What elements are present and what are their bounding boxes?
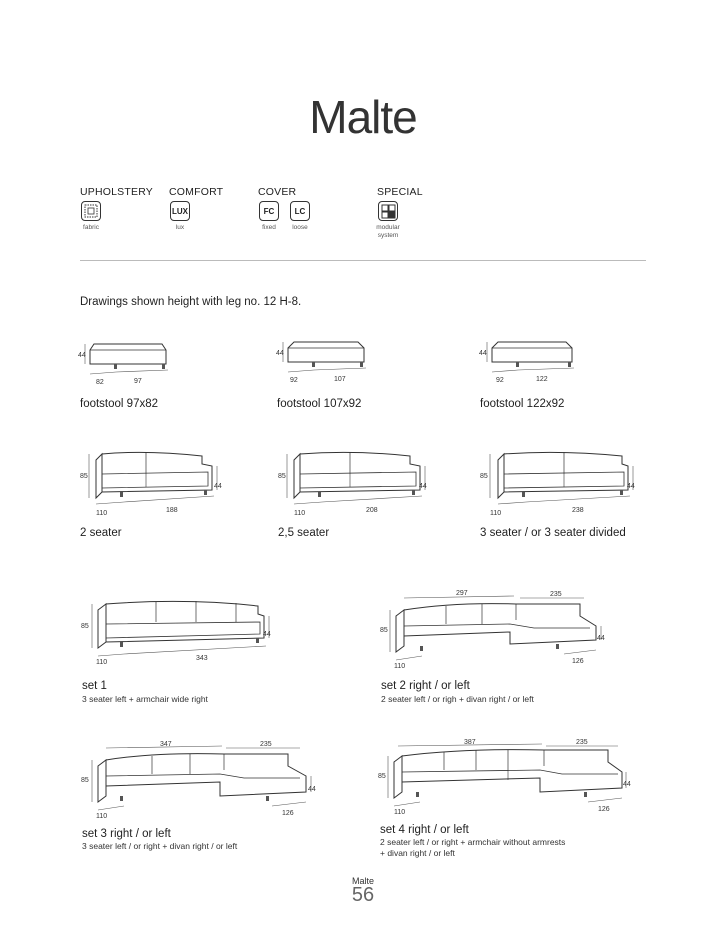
two-seater-drawing — [76, 446, 226, 520]
set2-d: 110 — [394, 663, 406, 670]
s3-h2: 44 — [627, 483, 635, 490]
set1-h: 85 — [81, 623, 89, 630]
footer-name: Malte — [351, 876, 374, 886]
set2-caption: set 2 right / or left — [381, 680, 470, 692]
lux-caption: lux — [175, 224, 185, 231]
set4-h: 85 — [378, 773, 386, 780]
s25-h2: 44 — [419, 483, 427, 490]
special-heading: SPECIAL — [377, 186, 423, 198]
set4-h2: 44 — [623, 781, 631, 788]
fabric-icon — [81, 201, 101, 221]
fabric-caption: fabric — [83, 224, 99, 231]
fs3-d: 92 — [496, 377, 504, 384]
s25-h: 85 — [278, 473, 286, 480]
set3-w1: 347 — [160, 741, 172, 748]
set2-subcaption: 2 seater left / or righ + divan right / or left — [381, 694, 534, 704]
fs1-w: 97 — [134, 378, 142, 385]
s2-caption: 2 seater — [80, 527, 122, 539]
divider — [80, 260, 646, 261]
s3-caption: 3 seater / or 3 seater divided — [480, 527, 626, 539]
set3-w2: 235 — [260, 741, 272, 748]
fixed-caption: fixed — [262, 224, 276, 231]
set4-subcaption-line2: + divan right / or left — [380, 848, 455, 858]
set1-subcaption: 3 seater left + armchair wide right — [82, 694, 208, 704]
set3-subcaption: 3 seater left / or right + divan right / or left — [82, 841, 238, 851]
fs1-h: 44 — [78, 352, 86, 359]
three-seater-drawing — [476, 446, 642, 520]
s3-d: 110 — [490, 510, 502, 517]
set3-d: 110 — [96, 813, 108, 820]
s2-h2: 44 — [214, 483, 222, 490]
s3-h: 85 — [480, 473, 488, 480]
set2-w2: 235 — [550, 591, 562, 598]
modular-caption — [368, 224, 408, 240]
set1-d: 110 — [96, 659, 108, 666]
s3-w: 238 — [572, 507, 584, 514]
set2-w1: 297 — [456, 590, 468, 597]
set3-caption: set 3 right / or left — [82, 828, 171, 840]
s25-caption: 2,5 seater — [278, 527, 330, 539]
footstool-107-drawing — [274, 336, 384, 390]
set1-caption: set 1 — [82, 680, 107, 692]
s2-d: 110 — [96, 510, 108, 517]
intro-text: Drawings shown height with leg no. 12 H-8. — [80, 296, 302, 308]
loose-caption: loose — [292, 224, 308, 231]
two-half-seater-drawing — [274, 446, 434, 520]
modular-caption-line2: system — [377, 232, 399, 239]
set4-drawing — [374, 734, 634, 820]
lux-icon: LUX — [170, 201, 190, 221]
set3-drawing — [76, 738, 326, 822]
footstool-97-drawing — [76, 336, 186, 390]
set4-caption: set 4 right / or left — [380, 824, 469, 836]
fs1-caption: footstool 97x82 — [80, 398, 159, 410]
s25-d: 110 — [294, 510, 306, 517]
upholstery-heading: UPHOLSTERY — [80, 186, 153, 198]
fs2-w: 107 — [334, 376, 346, 383]
fs2-d: 92 — [290, 377, 298, 384]
set2-drawing — [374, 588, 614, 672]
set4-d: 110 — [394, 809, 406, 816]
fs2-caption: footstool 107x92 — [277, 398, 362, 410]
set3-dd: 126 — [282, 810, 294, 817]
set1-h2: 44 — [263, 631, 271, 638]
set2-dd: 126 — [572, 658, 584, 665]
modular-caption-line1: modular — [376, 224, 400, 231]
s2-h: 85 — [80, 473, 88, 480]
fs2-h: 44 — [276, 350, 284, 357]
page-title: Malte — [309, 91, 417, 143]
set2-h2: 44 — [597, 635, 605, 642]
cover-heading: COVER — [258, 186, 297, 198]
set1-drawing — [76, 596, 286, 668]
set4-dd: 126 — [598, 806, 610, 813]
set3-h: 85 — [81, 777, 89, 784]
fs3-h: 44 — [479, 350, 487, 357]
footstool-122-drawing — [476, 336, 586, 390]
set3-h2: 44 — [308, 786, 316, 793]
set4-subcaption-line1: 2 seater left / or right + armchair without armrests — [380, 837, 566, 847]
fs3-caption: footstool 122x92 — [480, 398, 565, 410]
lc-icon: LC — [290, 201, 310, 221]
set4-w1: 387 — [464, 739, 476, 746]
comfort-heading: COMFORT — [169, 186, 224, 198]
fs1-d: 82 — [96, 379, 104, 386]
set2-h: 85 — [380, 627, 388, 634]
set1-w: 343 — [196, 655, 208, 662]
set4-w2: 235 — [576, 739, 588, 746]
modular-icon — [378, 201, 398, 221]
s2-w: 188 — [166, 507, 178, 514]
fs3-w: 122 — [536, 376, 548, 383]
page-number: 56 — [351, 884, 375, 906]
s25-w: 208 — [366, 507, 378, 514]
fc-icon: FC — [259, 201, 279, 221]
